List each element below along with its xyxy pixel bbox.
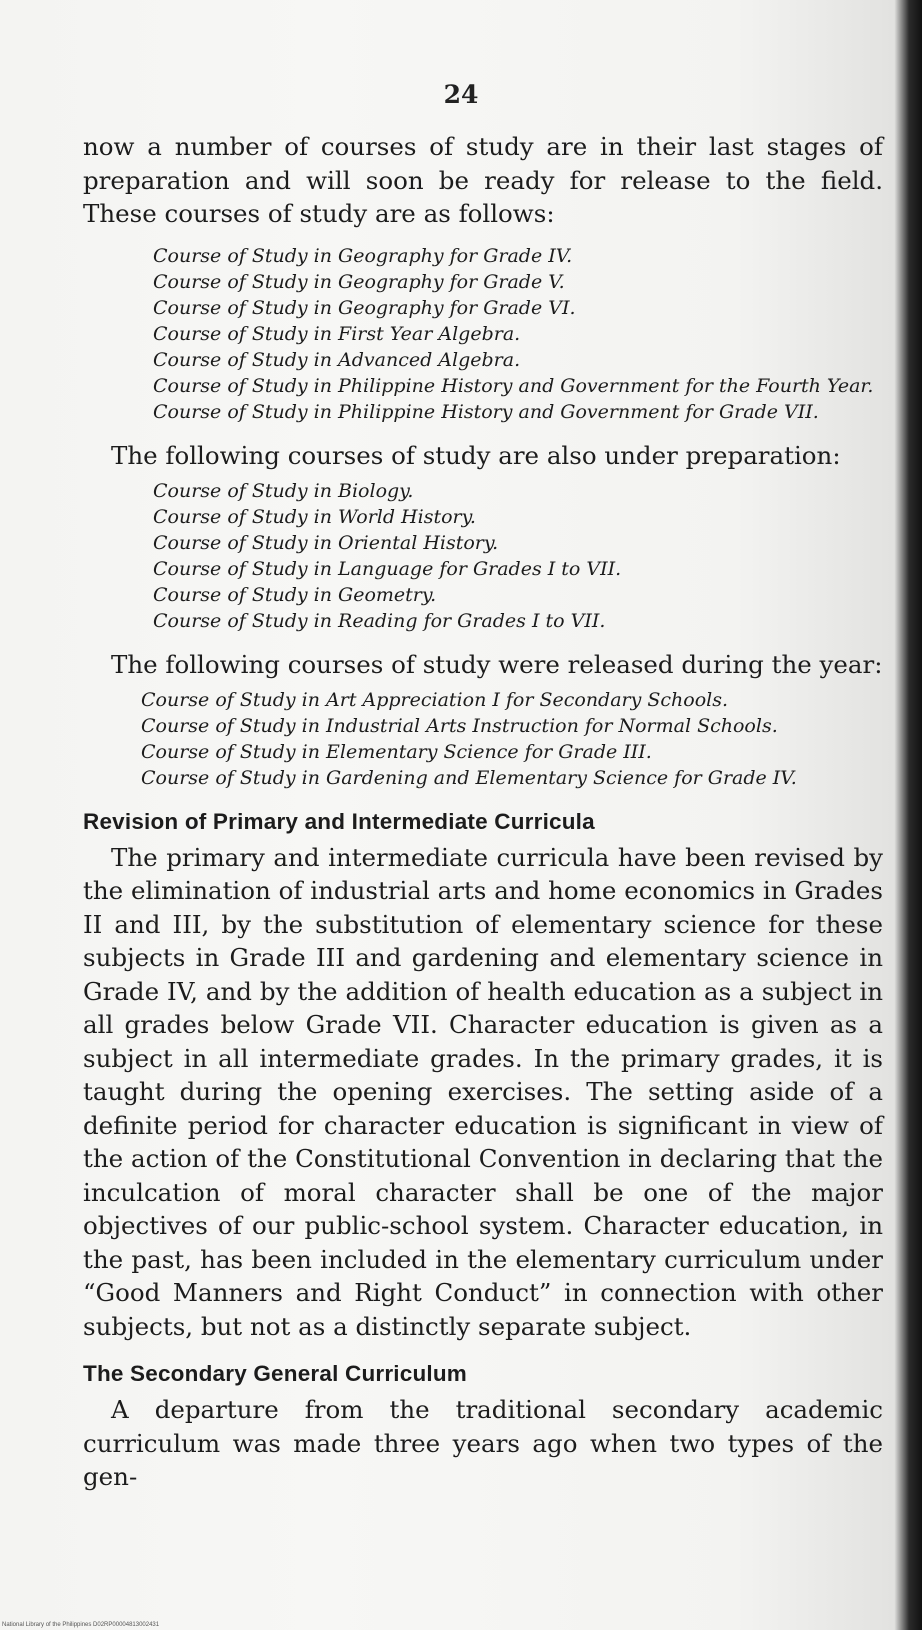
list-item: Course of Study in Philippine History and Government for Grade VII. [153, 400, 819, 423]
section-text-secondary: A departure from the traditional secondary academic curriculum was made three years ago when two types of the gen- [83, 1395, 883, 1491]
list-courses-preparation [83, 478, 883, 634]
list-courses-released [83, 687, 883, 791]
opening-paragraph: now a number of courses of study are in their last stages of preparation and will soon be ready for release to the field. These courses of study are as follows: [83, 132, 883, 228]
list-item: Course of Study in Geography for Grade IV. [153, 244, 573, 267]
list-item: Course of Study in Industrial Arts Instruction for Normal Schools. [141, 714, 778, 737]
list-item: Course of Study in Geometry. [153, 583, 437, 606]
intro-under-preparation: The following courses of study are also under preparation: [111, 440, 841, 470]
list-item: Course of Study in Art Appreciation I for Secondary Schools. [141, 688, 729, 711]
list-item: Course of Study in First Year Algebra. [153, 322, 521, 345]
list-item: Course of Study in Biology. [153, 479, 414, 502]
intro-released: The following courses of study were released during the year: [111, 649, 883, 679]
list-item: Course of Study in Advanced Algebra. [153, 348, 521, 371]
page-content [83, 130, 883, 1494]
footer-credit: National Library of the Philippines D02RP00004813002431 [2, 1622, 160, 1628]
list-item: Course of Study in Gardening and Elementary Science for Grade IV. [141, 766, 797, 789]
list-item: Course of Study in World History. [153, 505, 476, 528]
section-text-revision: The primary and intermediate curricula have been revised by the elimination of industrial arts and home economics in Grades II and III, by the substitution of elementary science for these subjects in Grade III and gardening and elementary science in Grade IV, and by the addition of health education as a subject in all grades below Grade VII. Character education is given as a subject in all intermediate grades. In the primary grades, it is taught during the opening exercises. The setting aside of a definite period for character education is significant in view of the action of the Constitutional Convention in declaring that the inculcation of moral character shall be one of the major objectives of our public-school system. Character education, in the past, has been included in the elementary curriculum under “Good Manners and Right Conduct” in connection with other subjects, but not as a distinctly separate subject. [83, 842, 883, 1341]
list-item: Course of Study in Geography for Grade VI. [153, 296, 576, 319]
list-item: Course of Study in Reading for Grades I to VII. [153, 609, 606, 632]
page-number: 24 [443, 80, 479, 109]
list-item: Course of Study in Geography for Grade V. [153, 270, 565, 293]
section-heading-secondary: The Secondary General Curriculum [83, 1361, 468, 1386]
list-courses-ready [83, 243, 883, 425]
list-item: Course of Study in Elementary Science for Grade III. [141, 740, 652, 763]
list-item: Course of Study in Language for Grades I to VII. [153, 557, 622, 580]
section-heading-revision: Revision of Primary and Intermediate Curricula [83, 808, 595, 834]
list-item: Course of Study in Philippine History and Government for the Fourth Year. [153, 374, 874, 397]
list-item: Course of Study in Oriental History. [153, 531, 499, 554]
